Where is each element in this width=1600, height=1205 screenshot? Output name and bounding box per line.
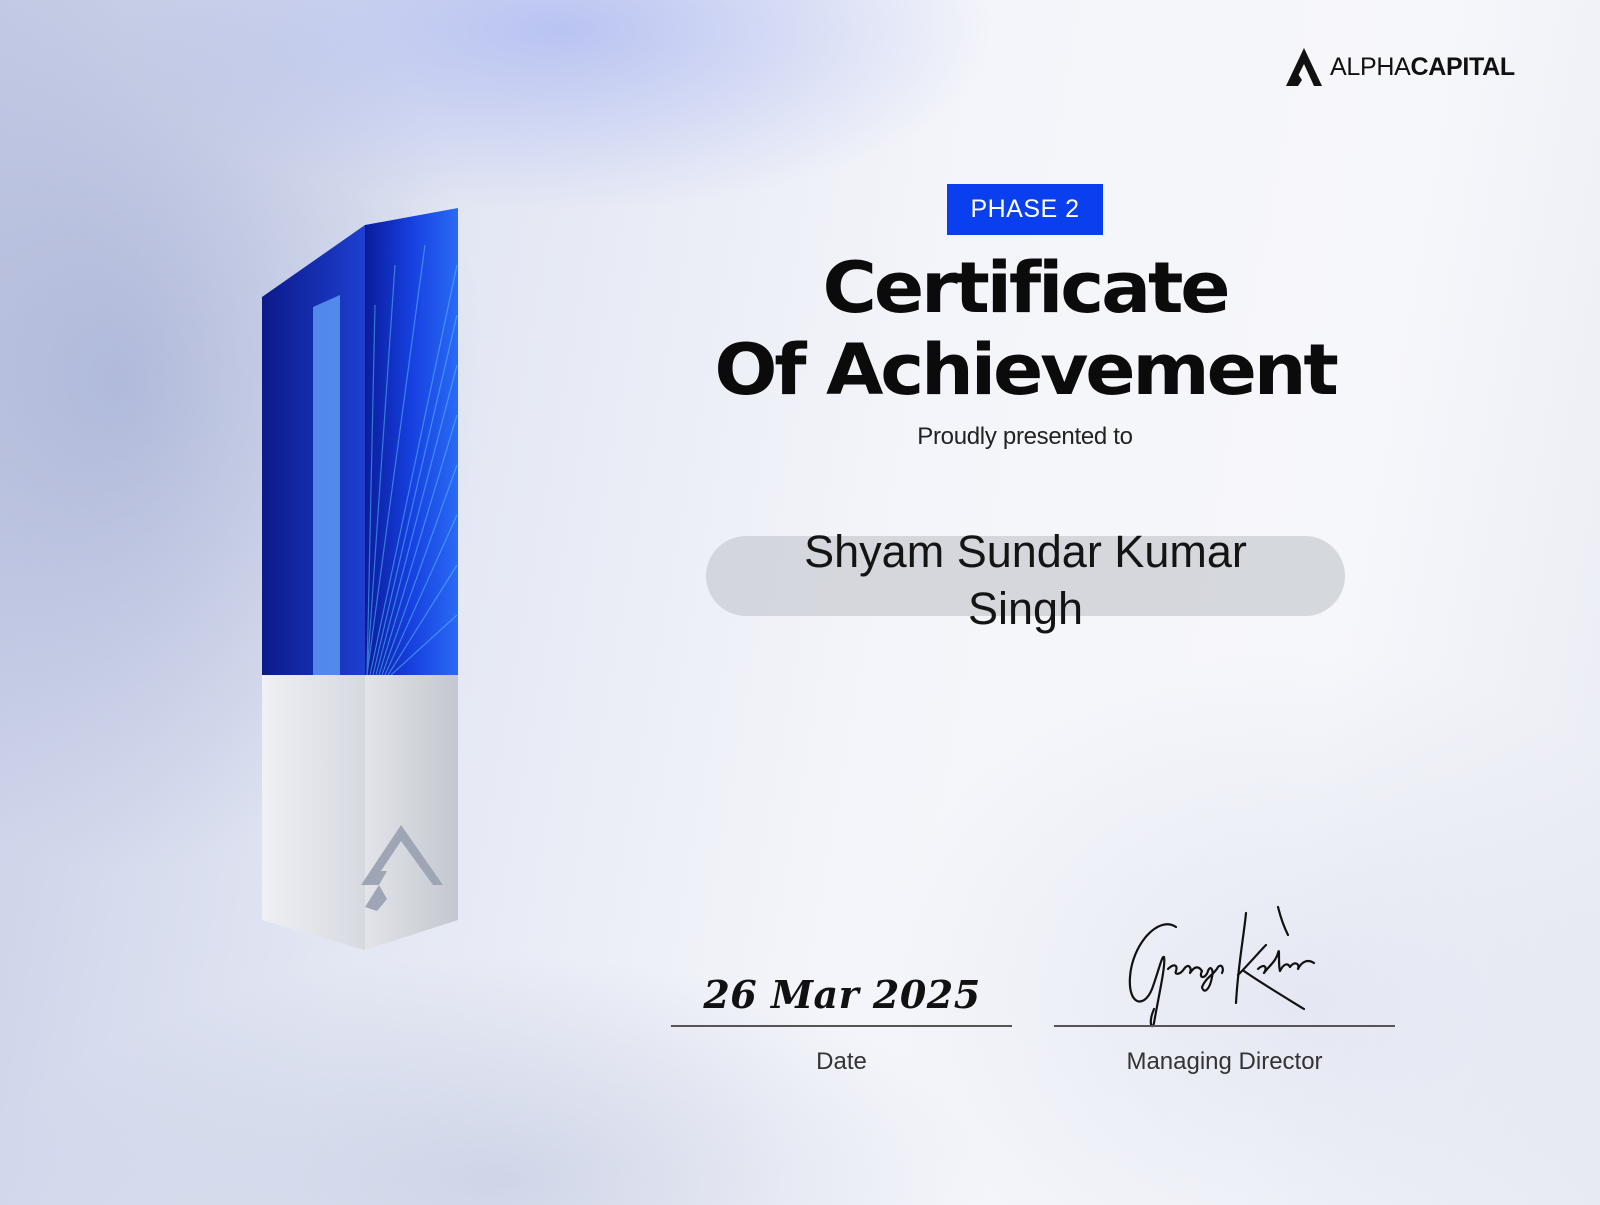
alpha-capital-logo-icon	[1284, 46, 1324, 88]
presented-to-label: Proudly presented to	[917, 423, 1133, 450]
phase-badge: PHASE 2	[947, 184, 1103, 235]
recipient-name	[706, 523, 1345, 637]
recipient-name-line-2: Singh	[967, 583, 1084, 634]
title-line-2: Of Achievement	[714, 329, 1336, 411]
brand-name	[1330, 53, 1515, 82]
recipient-name-line-1: Shyam Sundar Kumar	[804, 526, 1247, 577]
date-divider	[671, 1025, 1012, 1027]
certificate-title	[596, 247, 1455, 411]
brand-name-bold: CAPITAL	[1410, 52, 1515, 81]
title-line-1: Certificate	[822, 247, 1228, 329]
date-label: Date	[816, 1048, 867, 1075]
date-value: 26 Mar 2025	[703, 972, 981, 1017]
signature-label: Managing Director	[1126, 1048, 1323, 1075]
brand-name-light: ALPHA	[1330, 52, 1411, 81]
signature-image	[1118, 905, 1350, 1030]
brand-logo	[1284, 46, 1515, 88]
trophy-illustration	[245, 205, 475, 965]
signature-divider	[1054, 1025, 1395, 1027]
